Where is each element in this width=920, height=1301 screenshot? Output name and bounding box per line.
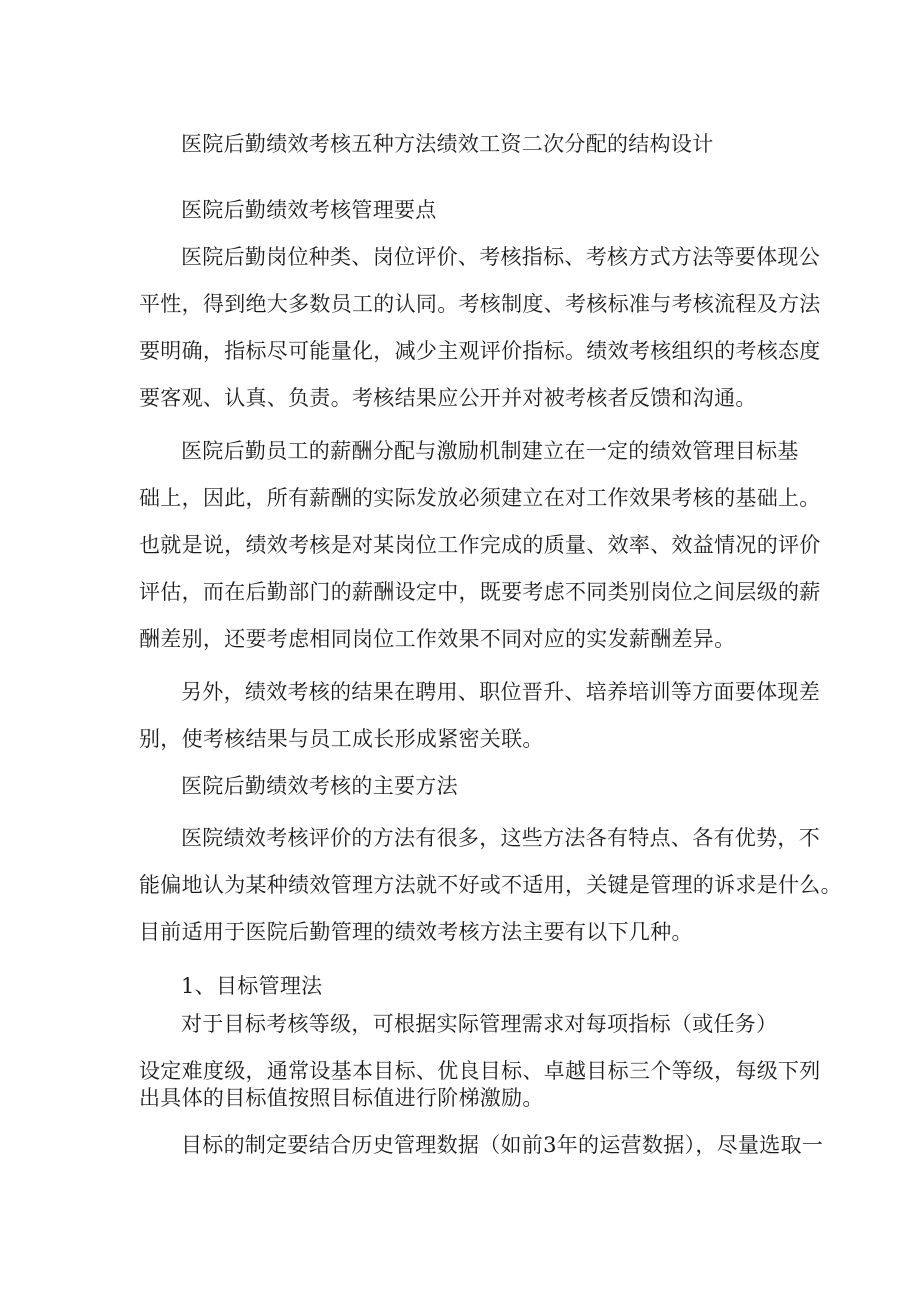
paragraph-line: 另外，绩效考核的结果在聘用、职位晋升、培养培训等方面要体现差 xyxy=(181,680,820,704)
method-heading-target-management: 1、目标管理法 xyxy=(181,974,323,998)
paragraph-line: 酬差别，还要考虑相同岗位工作效果不同对应的实发薪酬差异。 xyxy=(139,627,736,651)
document-title: 医院后勤绩效考核五种方法绩效工资二次分配的结构设计 xyxy=(181,132,714,156)
paragraph-line: 设定难度级，通常设基本目标、优良目标、卓越目标三个等级，每级下列 xyxy=(139,1059,821,1083)
paragraph-line: 础上，因此，所有薪酬的实际发放必须建立在对工作效果考核的基础上。 xyxy=(139,486,821,510)
paragraph-line: 能偏地认为某种绩效管理方法就不好或不适用，关键是管理的诉求是什么。 xyxy=(139,873,842,897)
paragraph-line: 对于目标考核等级，可根据实际管理需求对每项指标（或任务） xyxy=(181,1012,778,1036)
paragraph-line: 评估，而在后勤部门的薪酬设定中，既要考虑不同类别岗位之间层级的薪 xyxy=(139,580,821,604)
section-heading-management-points: 医院后勤绩效考核管理要点 xyxy=(181,198,437,222)
paragraph-line: 医院后勤岗位种类、岗位评价、考核指标、考核方式方法等要体现公 xyxy=(181,245,820,269)
paragraph-line: 出具体的目标值按照目标值进行阶梯激励。 xyxy=(139,1086,544,1110)
paragraph-line: 医院绩效考核评价的方法有很多，这些方法各有特点、各有优势，不 xyxy=(181,826,820,850)
paragraph-line: 要明确，指标尽可能量化，减少主观评价指标。绩效考核组织的考核态度 xyxy=(139,339,821,363)
paragraph-line: 医院后勤员工的薪酬分配与激励机制建立在一定的绩效管理目标基 xyxy=(181,439,799,463)
section-heading-main-methods: 医院后勤绩效考核的主要方法 xyxy=(181,774,458,798)
paragraph-line: 要客观、认真、负责。考核结果应公开并对被考核者反馈和沟通。 xyxy=(139,386,757,410)
paragraph-line: 别，使考核结果与员工成长形成紧密关联。 xyxy=(139,727,544,751)
paragraph-line: 也就是说，绩效考核是对某岗位工作完成的质量、效率、效益情况的评价 xyxy=(139,533,821,557)
paragraph-line: 平性，得到绝大多数员工的认同。考核制度、考核标准与考核流程及方法 xyxy=(139,292,821,316)
paragraph-line: 目前适用于医院后勤管理的绩效考核方法主要有以下几种。 xyxy=(139,920,693,944)
paragraph-line: 目标的制定要结合历史管理数据（如前3年的运营数据），尽量选取一 xyxy=(181,1133,824,1157)
